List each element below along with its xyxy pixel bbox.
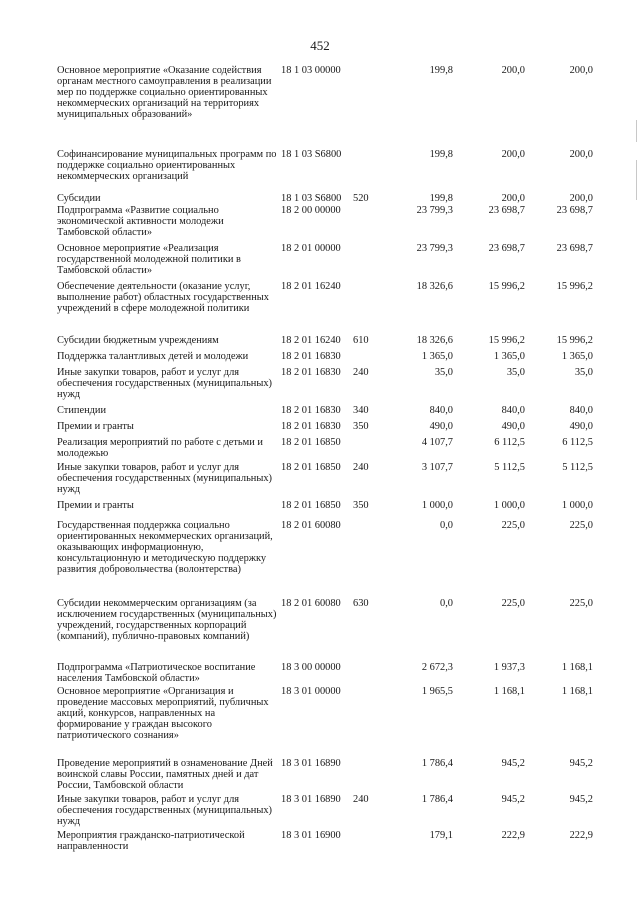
row-description: Иные закупки товаров, работ и услуг для обеспечения государственных (муниципальных) нужд (57, 367, 273, 400)
row-expense-type: 350 (353, 500, 369, 511)
row-amount-year2: 200,0 (501, 149, 525, 160)
row-description: Проведение мероприятий в ознаменование Дней воинской славы России, памятных дней и дат России, Тамбовской области (57, 758, 273, 791)
row-amount-year3: 840,0 (569, 405, 593, 416)
row-code: 18 2 01 16850 (281, 500, 341, 511)
row-description: Иные закупки товаров, работ и услуг для обеспечения государственных (муниципальных) нужд (57, 794, 273, 827)
row-amount-year1: 199,8 (429, 193, 453, 204)
row-description: Подпрограмма «Развитие социально экономической активности молодежи Тамбовской области» (57, 205, 224, 238)
table-row (57, 422, 605, 438)
row-expense-type: 240 (353, 794, 369, 805)
row-expense-type: 630 (353, 598, 369, 609)
table-row (57, 521, 605, 599)
row-description: Мероприятия гражданско-патриотической направленности (57, 830, 245, 852)
row-amount-year1: 2 672,3 (421, 662, 453, 673)
row-description: Реализация мероприятий по работе с детьми и молодежью (57, 437, 263, 459)
row-description: Субсидии (57, 193, 101, 204)
row-amount-year1: 0,0 (440, 598, 453, 609)
row-amount-year2: 1 168,1 (493, 686, 525, 697)
row-amount-year2: 5 112,5 (494, 462, 525, 473)
row-code: 18 2 01 16240 (281, 335, 341, 346)
row-code: 18 2 01 16830 (281, 421, 341, 432)
row-code: 18 3 01 16890 (281, 758, 341, 769)
row-description: Обеспечение деятельности (оказание услуг, выполнение работ) областных государственных учреждений в сфере молодежной политики (57, 281, 269, 314)
row-amount-year3: 200,0 (569, 65, 593, 76)
row-amount-year3: 225,0 (569, 598, 593, 609)
row-code: 18 1 03 S6800 (281, 193, 342, 204)
row-amount-year3: 222,9 (569, 830, 593, 841)
row-amount-year3: 15 996,2 (556, 281, 593, 292)
row-description: Государственная поддержка социально ориентированных некоммерческих организаций, оказывающих информационную, консультационную и методическую поддержку развития добровольчества (волонтерства) (57, 520, 273, 575)
row-amount-year1: 1 365,0 (421, 351, 453, 362)
row-amount-year1: 18 326,6 (416, 281, 453, 292)
row-description: Основное мероприятие «Оказание содействия органам местного самоуправления в реализации мер по поддержке социально ориентированных некоммерческих организаций на территориях муниципальных образований» (57, 65, 272, 120)
row-amount-year1: 1 786,4 (421, 758, 453, 769)
row-code: 18 2 01 00000 (281, 243, 341, 254)
row-amount-year2: 200,0 (501, 193, 525, 204)
row-code: 18 2 01 16830 (281, 367, 341, 378)
row-code: 18 3 01 16900 (281, 830, 341, 841)
row-description: Основное мероприятие «Организация и проведение массовых мероприятий, публичных акций, конкурсов, направленных на формирование у граждан высокого патриотического сознания» (57, 686, 269, 741)
row-amount-year2: 945,2 (501, 758, 525, 769)
row-code: 18 2 00 00000 (281, 205, 341, 216)
row-description: Софинансирование муниципальных программ по поддержке социально ориентированных некоммерческих организаций (57, 149, 277, 182)
row-description: Субсидии некоммерческим организациям (за исключением государственных (муниципальных) учреждений, государственных корпораций (компаний), публично-правовых компаний) (57, 598, 277, 642)
row-amount-year3: 945,2 (569, 794, 593, 805)
table-row (57, 759, 605, 795)
row-amount-year1: 199,8 (429, 65, 453, 76)
row-code: 18 2 01 16240 (281, 281, 341, 292)
row-amount-year2: 15 996,2 (488, 281, 525, 292)
row-code: 18 1 03 00000 (281, 65, 341, 76)
row-amount-year2: 35,0 (506, 367, 525, 378)
table-row (57, 463, 605, 501)
row-amount-year1: 179,1 (429, 830, 453, 841)
budget-table (57, 66, 605, 859)
row-amount-year2: 15 996,2 (488, 335, 525, 346)
row-amount-year1: 23 799,3 (416, 243, 453, 254)
row-amount-year2: 225,0 (501, 598, 525, 609)
row-amount-year3: 15 996,2 (556, 335, 593, 346)
row-amount-year2: 1 000,0 (493, 500, 525, 511)
scan-edge-mark (636, 160, 637, 200)
row-amount-year2: 840,0 (501, 405, 525, 416)
row-amount-year2: 200,0 (501, 65, 525, 76)
row-amount-year1: 18 326,6 (416, 335, 453, 346)
row-amount-year1: 199,8 (429, 149, 453, 160)
row-amount-year2: 1 365,0 (493, 351, 525, 362)
row-code: 18 3 00 00000 (281, 662, 341, 673)
row-amount-year3: 490,0 (569, 421, 593, 432)
row-amount-year3: 23 698,7 (556, 243, 593, 254)
row-amount-year3: 200,0 (569, 193, 593, 204)
row-code: 18 3 01 16890 (281, 794, 341, 805)
row-amount-year3: 5 112,5 (562, 462, 593, 473)
row-description: Подпрограмма «Патриотическое воспитание населения Тамбовской области» (57, 662, 256, 684)
row-expense-type: 350 (353, 421, 369, 432)
table-row (57, 282, 605, 336)
row-description: Иные закупки товаров, работ и услуг для обеспечения государственных (муниципальных) нужд (57, 462, 273, 495)
table-row (57, 599, 605, 663)
row-amount-year3: 6 112,5 (562, 437, 593, 448)
row-amount-year3: 1 168,1 (561, 686, 593, 697)
row-expense-type: 240 (353, 462, 369, 473)
table-row (57, 501, 605, 521)
row-amount-year1: 4 107,7 (421, 437, 453, 448)
row-description: Основное мероприятие «Реализация государственной молодежной политики в Тамбовской области» (57, 243, 241, 276)
row-amount-year2: 945,2 (501, 794, 525, 805)
row-amount-year3: 23 698,7 (556, 205, 593, 216)
row-expense-type: 520 (353, 193, 369, 204)
row-amount-year2: 23 698,7 (488, 205, 525, 216)
row-expense-type: 340 (353, 405, 369, 416)
row-amount-year1: 0,0 (440, 520, 453, 531)
scan-edge-mark (636, 120, 637, 142)
row-amount-year1: 35,0 (434, 367, 453, 378)
row-amount-year3: 35,0 (574, 367, 593, 378)
table-row (57, 795, 605, 831)
table-row (57, 438, 605, 463)
row-description: Стипендии (57, 405, 107, 416)
table-row (57, 663, 605, 687)
row-description: Премии и гранты (57, 500, 134, 511)
table-row (57, 150, 605, 194)
table-row (57, 687, 605, 759)
table-row (57, 206, 605, 244)
row-amount-year2: 490,0 (501, 421, 525, 432)
row-amount-year3: 200,0 (569, 149, 593, 160)
row-code: 18 2 01 60080 (281, 520, 341, 531)
row-code: 18 1 03 S6800 (281, 149, 342, 160)
row-amount-year3: 945,2 (569, 758, 593, 769)
row-amount-year2: 1 937,3 (493, 662, 525, 673)
row-description: Премии и гранты (57, 421, 134, 432)
row-amount-year1: 23 799,3 (416, 205, 453, 216)
row-amount-year2: 222,9 (501, 830, 525, 841)
table-row (57, 352, 605, 368)
row-amount-year1: 1 000,0 (421, 500, 453, 511)
row-expense-type: 610 (353, 335, 369, 346)
row-amount-year3: 1 000,0 (561, 500, 593, 511)
row-amount-year1: 1 786,4 (421, 794, 453, 805)
row-code: 18 2 01 60080 (281, 598, 341, 609)
row-description: Поддержка талантливых детей и молодежи (57, 351, 249, 362)
row-amount-year1: 3 107,7 (421, 462, 453, 473)
row-code: 18 3 01 00000 (281, 686, 341, 697)
page-number: 452 (310, 38, 330, 53)
row-code: 18 2 01 16850 (281, 437, 341, 448)
table-row (57, 336, 605, 352)
row-amount-year2: 23 698,7 (488, 243, 525, 254)
row-amount-year3: 1 365,0 (561, 351, 593, 362)
row-code: 18 2 01 16830 (281, 351, 341, 362)
row-expense-type: 240 (353, 367, 369, 378)
row-amount-year1: 840,0 (429, 405, 453, 416)
row-amount-year1: 490,0 (429, 421, 453, 432)
row-amount-year3: 225,0 (569, 520, 593, 531)
row-code: 18 2 01 16830 (281, 405, 341, 416)
row-amount-year1: 1 965,5 (421, 686, 453, 697)
row-amount-year3: 1 168,1 (561, 662, 593, 673)
row-description: Субсидии бюджетным учреждениям (57, 335, 219, 346)
row-amount-year2: 225,0 (501, 520, 525, 531)
table-row (57, 368, 605, 406)
table-row (57, 244, 605, 282)
table-row (57, 406, 605, 422)
table-row (57, 831, 605, 859)
row-amount-year2: 6 112,5 (494, 437, 525, 448)
table-row (57, 66, 605, 150)
row-code: 18 2 01 16850 (281, 462, 341, 473)
